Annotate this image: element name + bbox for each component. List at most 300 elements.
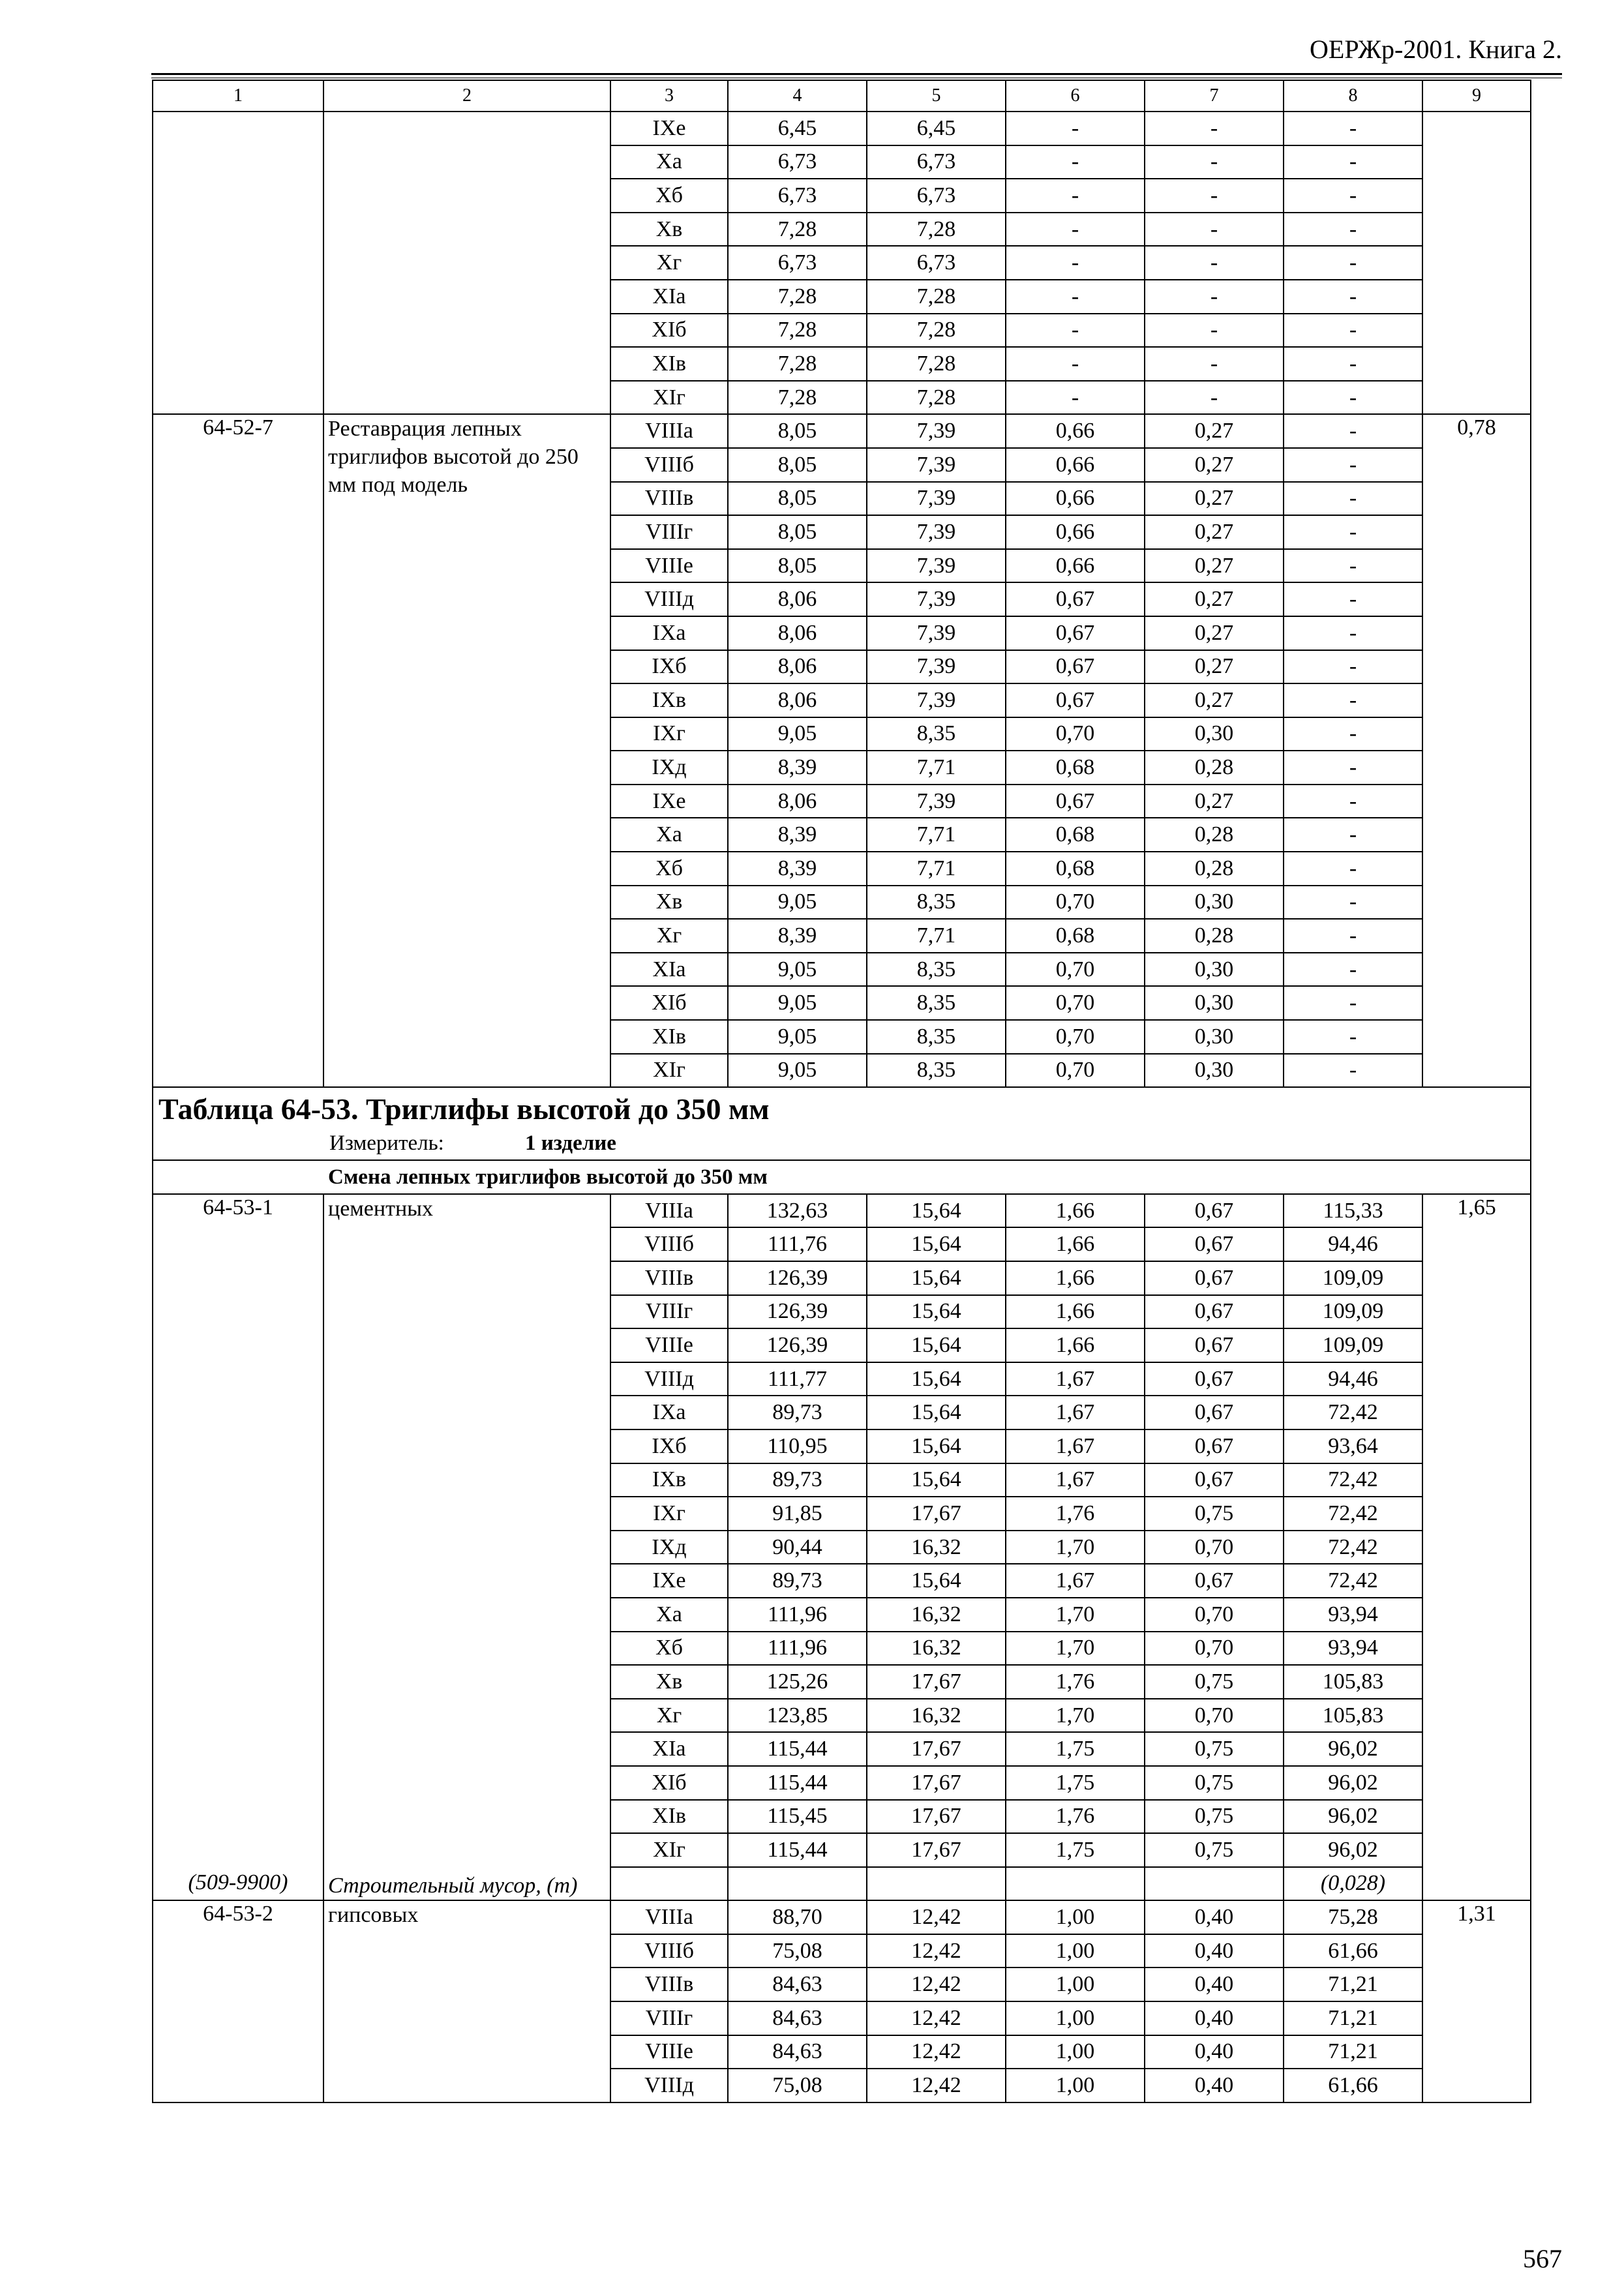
wages-cell: 8,35	[867, 717, 1006, 751]
region-cell: VIIIв	[610, 1967, 728, 2001]
wages-cell: 15,64	[867, 1261, 1006, 1295]
table-title: Таблица 64-53. Триглифы высотой до 350 мм	[158, 1092, 770, 1126]
machines-cell: 0,70	[1006, 717, 1145, 751]
region-cell: IXд	[610, 751, 728, 785]
region-cell: XIв	[610, 1800, 728, 1834]
region-cell: VIIIд	[610, 1362, 728, 1396]
machinist-wages-cell: 0,70	[1145, 1632, 1284, 1666]
wages-cell: 12,42	[867, 1934, 1006, 1968]
total-cost-cell: 8,06	[728, 616, 867, 650]
total-cost-cell: 89,73	[728, 1463, 867, 1497]
region-cell: XIб	[610, 986, 728, 1020]
machinist-wages-cell: 0,28	[1145, 818, 1284, 852]
wages-cell: 12,42	[867, 1967, 1006, 2001]
total-cost-cell: 123,85	[728, 1699, 867, 1733]
machines-cell: -	[1006, 246, 1145, 280]
machines-cell: 0,70	[1006, 953, 1145, 987]
materials-cell: -	[1284, 650, 1422, 684]
region-cell: VIIIг	[610, 2001, 728, 2035]
machinist-wages-cell: 0,75	[1145, 1766, 1284, 1800]
machinist-wages-cell: 0,67	[1145, 1396, 1284, 1429]
table-row	[153, 1087, 1531, 1160]
machines-cell: 1,75	[1006, 1766, 1145, 1800]
machines-cell: -	[1006, 145, 1145, 179]
estimate-table-body	[153, 80, 1531, 2102]
page-number: 567	[1523, 2244, 1562, 2273]
machines-cell: -	[1006, 213, 1145, 247]
region-cell: IXв	[610, 683, 728, 717]
wages-cell: 7,71	[867, 818, 1006, 852]
machines-cell: 0,70	[1006, 1020, 1145, 1054]
machines-cell: 1,00	[1006, 2001, 1145, 2035]
page-header-title: ОЕРЖр-2001. Книга 2.	[1310, 35, 1562, 64]
machines-cell: 0,66	[1006, 549, 1145, 583]
item-code-cell: 64-53-2	[153, 1900, 323, 2102]
materials-cell: -	[1284, 886, 1422, 920]
total-cost-cell: 8,05	[728, 549, 867, 583]
item-name-cell: гипсовых	[323, 1900, 610, 2102]
wages-cell: 15,64	[867, 1362, 1006, 1396]
machinist-wages-cell: -	[1145, 179, 1284, 213]
machinist-wages-cell: 0,67	[1145, 1261, 1284, 1295]
wages-cell: 16,32	[867, 1699, 1006, 1733]
machinist-wages-cell: 0,27	[1145, 650, 1284, 684]
region-cell: XIв	[610, 347, 728, 381]
wages-cell: 12,42	[867, 2069, 1006, 2102]
section-subheading	[153, 1160, 1531, 1194]
materials-cell: 96,02	[1284, 1732, 1422, 1766]
region-cell: Xа	[610, 1598, 728, 1632]
table-caption	[153, 1087, 1531, 1160]
machinist-wages-cell: 0,75	[1145, 1497, 1284, 1531]
wages-cell: 7,28	[867, 381, 1006, 415]
machines-cell: 1,76	[1006, 1800, 1145, 1834]
materials-cell: -	[1284, 953, 1422, 987]
region-cell: IXв	[610, 1463, 728, 1497]
machines-cell: 1,67	[1006, 1564, 1145, 1598]
total-cost-cell: 7,28	[728, 347, 867, 381]
machines-cell: 0,66	[1006, 482, 1145, 516]
total-cost-cell: 115,44	[728, 1766, 867, 1800]
materials-cell: -	[1284, 1054, 1422, 1088]
region-cell: Xб	[610, 852, 728, 886]
machines-cell: 1,66	[1006, 1261, 1145, 1295]
region-cell: IXе	[610, 112, 728, 145]
machines-cell: 1,00	[1006, 1934, 1145, 1968]
machines-cell: 1,75	[1006, 1833, 1145, 1867]
total-cost-cell: 89,73	[728, 1396, 867, 1429]
waste-code: (509-9900)	[188, 1870, 288, 1895]
wages-cell: 7,39	[867, 549, 1006, 583]
region-cell: XIб	[610, 1766, 728, 1800]
machines-cell: 1,67	[1006, 1429, 1145, 1463]
machines-cell: 0,67	[1006, 650, 1145, 684]
materials-cell: 61,66	[1284, 1934, 1422, 1968]
materials-cell: -	[1284, 785, 1422, 818]
region-cell: IXг	[610, 1497, 728, 1531]
total-cost-cell: 9,05	[728, 1020, 867, 1054]
materials-cell: -	[1284, 1020, 1422, 1054]
wages-cell: 7,39	[867, 448, 1006, 482]
machines-cell: -	[1006, 347, 1145, 381]
machinist-wages-cell: 0,75	[1145, 1800, 1284, 1834]
region-cell: XIг	[610, 1054, 728, 1088]
machinist-wages-cell: 0,30	[1145, 886, 1284, 920]
region-cell	[610, 1867, 728, 1901]
total-cost-cell: 6,73	[728, 179, 867, 213]
total-cost-cell: 7,28	[728, 280, 867, 314]
total-cost-cell: 8,05	[728, 414, 867, 448]
total-cost-cell: 126,39	[728, 1328, 867, 1362]
machinist-wages-cell: 0,30	[1145, 1054, 1284, 1088]
machines-cell: -	[1006, 179, 1145, 213]
region-cell: VIIIг	[610, 1295, 728, 1329]
machines-cell: 0,68	[1006, 852, 1145, 886]
machines-cell: 0,66	[1006, 448, 1145, 482]
materials-cell: -	[1284, 818, 1422, 852]
machines-cell: 1,70	[1006, 1598, 1145, 1632]
materials-cell: 71,21	[1284, 1967, 1422, 2001]
item-name-cell: Реставрация лепных триглифов высотой до 250 мм под модель	[323, 414, 610, 1087]
waste-value-cell: (0,028)	[1284, 1867, 1422, 1901]
region-cell: Xв	[610, 1665, 728, 1699]
wages-cell: 15,64	[867, 1564, 1006, 1598]
materials-cell: -	[1284, 919, 1422, 953]
wages-cell: 7,39	[867, 683, 1006, 717]
materials-cell: 93,94	[1284, 1598, 1422, 1632]
wages-cell: 16,32	[867, 1531, 1006, 1564]
wages-cell: 15,64	[867, 1295, 1006, 1329]
labor-norm-cell: 1,65	[1422, 1194, 1531, 1900]
wages-cell: 7,39	[867, 414, 1006, 448]
estimate-table	[152, 80, 1531, 2103]
machines-cell: -	[1006, 314, 1145, 348]
materials-cell: 105,83	[1284, 1665, 1422, 1699]
wages-cell: 17,67	[867, 1497, 1006, 1531]
wages-cell: 17,67	[867, 1665, 1006, 1699]
machines-cell: 1,70	[1006, 1699, 1145, 1733]
machinist-wages-cell: 0,40	[1145, 2069, 1284, 2102]
value-cell	[1145, 1867, 1284, 1901]
machinist-wages-cell: 0,75	[1145, 1833, 1284, 1867]
region-cell: IXб	[610, 1429, 728, 1463]
materials-cell: 75,28	[1284, 1900, 1422, 1934]
materials-cell: 93,64	[1284, 1429, 1422, 1463]
wages-cell: 7,39	[867, 616, 1006, 650]
materials-cell: -	[1284, 448, 1422, 482]
total-cost-cell: 8,39	[728, 919, 867, 953]
machinist-wages-cell: 0,27	[1145, 549, 1284, 583]
region-cell: Xв	[610, 886, 728, 920]
materials-cell: -	[1284, 112, 1422, 145]
materials-cell: 72,42	[1284, 1497, 1422, 1531]
column-number-cell: 9	[1422, 80, 1531, 112]
region-cell: IXе	[610, 1564, 728, 1598]
region-cell: Xб	[610, 179, 728, 213]
wages-cell: 15,64	[867, 1463, 1006, 1497]
machines-cell: 1,67	[1006, 1396, 1145, 1429]
wages-cell: 17,67	[867, 1732, 1006, 1766]
materials-cell: -	[1284, 751, 1422, 785]
total-cost-cell: 8,06	[728, 650, 867, 684]
total-cost-cell: 115,44	[728, 1732, 867, 1766]
meter-label: Измеритель:	[329, 1131, 444, 1156]
item-code-cell: 64-52-7	[153, 414, 323, 1087]
materials-cell: -	[1284, 616, 1422, 650]
wages-cell: 12,42	[867, 2035, 1006, 2069]
wages-cell: 12,42	[867, 1900, 1006, 1934]
machinist-wages-cell: -	[1145, 314, 1284, 348]
machinist-wages-cell: 0,75	[1145, 1732, 1284, 1766]
machinist-wages-cell: 0,67	[1145, 1295, 1284, 1329]
materials-cell: -	[1284, 549, 1422, 583]
wages-cell: 8,35	[867, 1054, 1006, 1088]
total-cost-cell: 110,95	[728, 1429, 867, 1463]
materials-cell: 109,09	[1284, 1295, 1422, 1329]
machines-cell: 0,68	[1006, 919, 1145, 953]
machinist-wages-cell: 0,70	[1145, 1531, 1284, 1564]
materials-cell: 94,46	[1284, 1362, 1422, 1396]
wages-cell: 6,45	[867, 112, 1006, 145]
total-cost-cell: 8,39	[728, 818, 867, 852]
machinist-wages-cell: 0,40	[1145, 1900, 1284, 1934]
total-cost-cell: 90,44	[728, 1531, 867, 1564]
region-cell: Xа	[610, 145, 728, 179]
materials-cell: 115,33	[1284, 1194, 1422, 1228]
wages-cell: 7,71	[867, 751, 1006, 785]
wages-cell: 8,35	[867, 953, 1006, 987]
materials-cell: -	[1284, 683, 1422, 717]
machines-cell: 1,66	[1006, 1328, 1145, 1362]
materials-cell: 72,42	[1284, 1396, 1422, 1429]
machinist-wages-cell: 0,30	[1145, 953, 1284, 987]
total-cost-cell: 6,45	[728, 112, 867, 145]
machinist-wages-cell: 0,67	[1145, 1564, 1284, 1598]
total-cost-cell: 9,05	[728, 717, 867, 751]
labor-norm-cell: 1,31	[1422, 1900, 1531, 2102]
total-cost-cell: 115,45	[728, 1800, 867, 1834]
wages-cell: 7,39	[867, 785, 1006, 818]
machinist-wages-cell: 0,30	[1145, 986, 1284, 1020]
materials-cell: -	[1284, 314, 1422, 348]
column-number-cell: 4	[728, 80, 867, 112]
materials-cell: 105,83	[1284, 1699, 1422, 1733]
machines-cell: 0,67	[1006, 683, 1145, 717]
machinist-wages-cell: 0,27	[1145, 482, 1284, 516]
wages-cell: 8,35	[867, 986, 1006, 1020]
machines-cell: 1,00	[1006, 2069, 1145, 2102]
value-cell	[728, 1867, 867, 1901]
total-cost-cell: 8,06	[728, 683, 867, 717]
region-cell: VIIIб	[610, 448, 728, 482]
materials-cell: -	[1284, 179, 1422, 213]
total-cost-cell: 88,70	[728, 1900, 867, 1934]
total-cost-cell: 8,05	[728, 515, 867, 549]
total-cost-cell: 132,63	[728, 1194, 867, 1228]
machines-cell: 0,68	[1006, 818, 1145, 852]
machinist-wages-cell: -	[1145, 246, 1284, 280]
total-cost-cell: 89,73	[728, 1564, 867, 1598]
item-name: цементных	[328, 1196, 433, 1221]
machinist-wages-cell: 0,67	[1145, 1227, 1284, 1261]
column-number-cell: 8	[1284, 80, 1422, 112]
machinist-wages-cell: 0,28	[1145, 751, 1284, 785]
materials-cell: -	[1284, 582, 1422, 616]
subheading-text: Смена лепных триглифов высотой до 350 мм	[328, 1165, 768, 1189]
wages-cell: 15,64	[867, 1429, 1006, 1463]
total-cost-cell: 111,77	[728, 1362, 867, 1396]
materials-cell: 71,21	[1284, 2001, 1422, 2035]
materials-cell: -	[1284, 381, 1422, 415]
region-cell: Xг	[610, 919, 728, 953]
machines-cell: 1,70	[1006, 1632, 1145, 1666]
machinist-wages-cell: 0,40	[1145, 2001, 1284, 2035]
region-cell: Xг	[610, 246, 728, 280]
column-number-cell: 7	[1145, 80, 1284, 112]
region-cell: Xв	[610, 213, 728, 247]
machinist-wages-cell: -	[1145, 145, 1284, 179]
item-name-cell	[323, 112, 610, 414]
region-cell: VIIIа	[610, 414, 728, 448]
wages-cell: 7,28	[867, 347, 1006, 381]
machines-cell: 1,67	[1006, 1362, 1145, 1396]
machines-cell: 1,66	[1006, 1194, 1145, 1228]
region-cell: IXг	[610, 717, 728, 751]
region-cell: VIIIа	[610, 1194, 728, 1228]
wages-cell: 15,64	[867, 1328, 1006, 1362]
table-row	[153, 1900, 1531, 1934]
materials-cell: -	[1284, 482, 1422, 516]
total-cost-cell: 125,26	[728, 1665, 867, 1699]
wages-cell: 7,28	[867, 280, 1006, 314]
table-row	[153, 1160, 1531, 1194]
machinist-wages-cell: 0,27	[1145, 683, 1284, 717]
wages-cell: 15,64	[867, 1194, 1006, 1228]
region-cell: VIIIе	[610, 1328, 728, 1362]
region-cell: XIа	[610, 280, 728, 314]
region-cell: VIIIе	[610, 2035, 728, 2069]
column-number-cell: 3	[610, 80, 728, 112]
materials-cell: -	[1284, 414, 1422, 448]
machinist-wages-cell: 0,27	[1145, 785, 1284, 818]
total-cost-cell: 7,28	[728, 213, 867, 247]
machinist-wages-cell: 0,27	[1145, 616, 1284, 650]
machines-cell: -	[1006, 112, 1145, 145]
wages-cell: 7,39	[867, 515, 1006, 549]
materials-cell: -	[1284, 145, 1422, 179]
region-cell: VIIIд	[610, 2069, 728, 2102]
wages-cell: 6,73	[867, 179, 1006, 213]
total-cost-cell: 6,73	[728, 145, 867, 179]
machines-cell: 0,66	[1006, 414, 1145, 448]
machines-cell: 0,66	[1006, 515, 1145, 549]
materials-cell: 109,09	[1284, 1328, 1422, 1362]
region-cell: IXа	[610, 1396, 728, 1429]
machines-cell: 1,75	[1006, 1732, 1145, 1766]
total-cost-cell: 8,06	[728, 582, 867, 616]
column-number-cell: 2	[323, 80, 610, 112]
materials-cell: -	[1284, 515, 1422, 549]
materials-cell: 61,66	[1284, 2069, 1422, 2102]
table-row	[153, 80, 1531, 112]
total-cost-cell: 9,05	[728, 986, 867, 1020]
materials-cell: -	[1284, 213, 1422, 247]
machines-cell: 1,76	[1006, 1665, 1145, 1699]
wages-cell: 7,39	[867, 650, 1006, 684]
region-cell: XIа	[610, 953, 728, 987]
total-cost-cell: 84,63	[728, 2001, 867, 2035]
region-cell: IXб	[610, 650, 728, 684]
machines-cell: 0,68	[1006, 751, 1145, 785]
wages-cell: 8,35	[867, 1020, 1006, 1054]
machinist-wages-cell: 0,67	[1145, 1429, 1284, 1463]
machines-cell: 1,66	[1006, 1227, 1145, 1261]
region-cell: Xг	[610, 1699, 728, 1733]
machinist-wages-cell: 0,67	[1145, 1362, 1284, 1396]
machines-cell: 0,67	[1006, 616, 1145, 650]
machinist-wages-cell: -	[1145, 381, 1284, 415]
total-cost-cell: 9,05	[728, 886, 867, 920]
machinist-wages-cell: 0,67	[1145, 1463, 1284, 1497]
region-cell: XIг	[610, 1833, 728, 1867]
total-cost-cell: 8,06	[728, 785, 867, 818]
wages-cell: 17,67	[867, 1766, 1006, 1800]
wages-cell: 7,39	[867, 482, 1006, 516]
wages-cell: 15,64	[867, 1396, 1006, 1429]
wages-cell: 16,32	[867, 1632, 1006, 1666]
wages-cell: 17,67	[867, 1833, 1006, 1867]
total-cost-cell: 7,28	[728, 381, 867, 415]
total-cost-cell: 126,39	[728, 1261, 867, 1295]
region-cell: XIг	[610, 381, 728, 415]
machines-cell: 0,70	[1006, 886, 1145, 920]
materials-cell: 94,46	[1284, 1227, 1422, 1261]
materials-cell: 96,02	[1284, 1766, 1422, 1800]
wages-cell: 7,71	[867, 919, 1006, 953]
total-cost-cell: 7,28	[728, 314, 867, 348]
machines-cell: 1,00	[1006, 1967, 1145, 2001]
wages-cell: 17,67	[867, 1800, 1006, 1834]
machines-cell: -	[1006, 280, 1145, 314]
item-code-cell	[153, 1194, 323, 1900]
materials-cell: 93,94	[1284, 1632, 1422, 1666]
wages-cell: 16,32	[867, 1598, 1006, 1632]
region-cell: XIа	[610, 1732, 728, 1766]
column-number-cell: 5	[867, 80, 1006, 112]
total-cost-cell: 8,39	[728, 751, 867, 785]
machines-cell: 1,67	[1006, 1463, 1145, 1497]
materials-cell: 72,42	[1284, 1531, 1422, 1564]
machinist-wages-cell: -	[1145, 213, 1284, 247]
item-name-cell	[323, 1194, 610, 1900]
materials-cell: 72,42	[1284, 1564, 1422, 1598]
total-cost-cell: 91,85	[728, 1497, 867, 1531]
wages-cell: 6,73	[867, 246, 1006, 280]
column-number-cell: 1	[153, 80, 323, 112]
region-cell: VIIIг	[610, 515, 728, 549]
region-cell: IXа	[610, 616, 728, 650]
wages-cell: 8,35	[867, 886, 1006, 920]
materials-cell: -	[1284, 717, 1422, 751]
machines-cell: 1,00	[1006, 2035, 1145, 2069]
wages-cell: 15,64	[867, 1227, 1006, 1261]
machinist-wages-cell: 0,27	[1145, 515, 1284, 549]
machinist-wages-cell: -	[1145, 347, 1284, 381]
total-cost-cell: 9,05	[728, 953, 867, 987]
total-cost-cell: 111,76	[728, 1227, 867, 1261]
machinist-wages-cell: -	[1145, 280, 1284, 314]
item-code-cell	[153, 112, 323, 414]
